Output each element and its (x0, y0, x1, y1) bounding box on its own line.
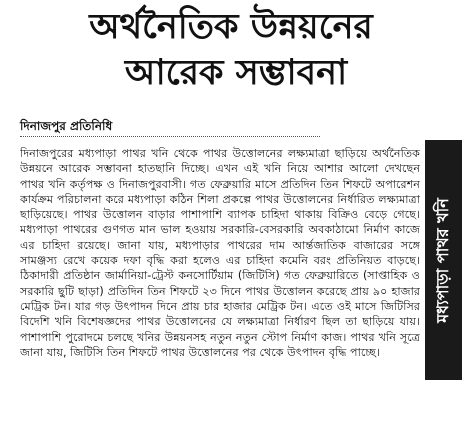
article-body: দিনাজপুরের মধ্যপাড়া পাথর খনি থেকে পাথর উত্তোলনের লক্ষ্যমাত্রা ছাড়িয়ে অর্থনৈতিক উন্নয়নে আরেক সম্ভাবনা হাতছানি দিচ্ছে। এখন এই খনি নিয়ে আশার আলো দেখছেন পাথর খনি কর্তৃপক্ষ ও দিনাজপুরবাসী। গত ফেব্রুয়ারি মাসে প্রতিদিন তিন শিফটে অপারেশন কার্যক্রম পরিচালনা করে মধ্যপাড়া কঠিন শিলা প্রকল্পে পাথর উত্তোলনের নির্ধারিত লক্ষ্যমাত্রা ছাড়িয়েছে। পাথর উত্তোলন বাড়ার পাশাপাশি ব্যাপক চাহিদা থাকায় বিক্রিও বেড়ে গেছে। মধ্যপাড়া পাথরের গুণগত মান ভাল হওয়ায় সরকারি-বেসরকারি অবকাঠামো নির্মাণ কাজে এর চাহিদা রয়েছে। জানা যায়, মধ্যপাড়ার পাথরের দাম আর্ন্তজাতিক বাজারের সঙ্গে সামঞ্জস্য রেখে কয়েক দফা বৃদ্ধি করা হলেও এর চাহিদা কমেনি বরং প্রতিনিয়ত বাড়ছে। ঠিকাদারী প্রতিষ্ঠান জার্মানিয়া-ট্রেস্ট কনসোর্টিয়াম (জিটিসি) গত ফেব্রুয়ারিতে (সাপ্তাহিক ও সরকারি ছুটি ছাড়া) প্রতিদিন তিন শিফটে ২৩ দিনে পাথর উত্তোলন করেছে প্রায় ৯০ হাজার মেট্রিক টন। যার গড় উৎপাদন দিনে প্রায় চার হাজার মেট্রিক টন। এতে ওই মাসে জিটিসির বিদেশি খনি বিশেষজ্ঞদের পাথর উত্তোলনের যে লক্ষ্যমাত্রা নির্ধারণ ছিল তা ছাড়িয়ে যায়। পাশাপাশি পুরোদমে চলছে খনির উন্নয়নসহ নতুন নতুন স্টোপ নির্মাণ কাজ। পাথর খনি সূত্রে জানা যায়, জিটিসি তিন শিফটে পাথর উত্তোলনের পর থেকে উৎপাদন বৃদ্ধি পাচ্ছে। (20, 147, 420, 359)
headline-line-2: আরেক সম্ভাবনা (124, 53, 348, 93)
headline (0, 4, 462, 96)
byline-divider (20, 136, 320, 137)
byline: দিনাজপুর প্রতিনিধি (20, 119, 113, 133)
side-tag-label: মধ্যপাড়া পাথর খনি (433, 197, 452, 323)
headline-line-1: অর্থনৈতিক উন্নয়নের (89, 7, 373, 47)
side-tag (425, 140, 462, 380)
